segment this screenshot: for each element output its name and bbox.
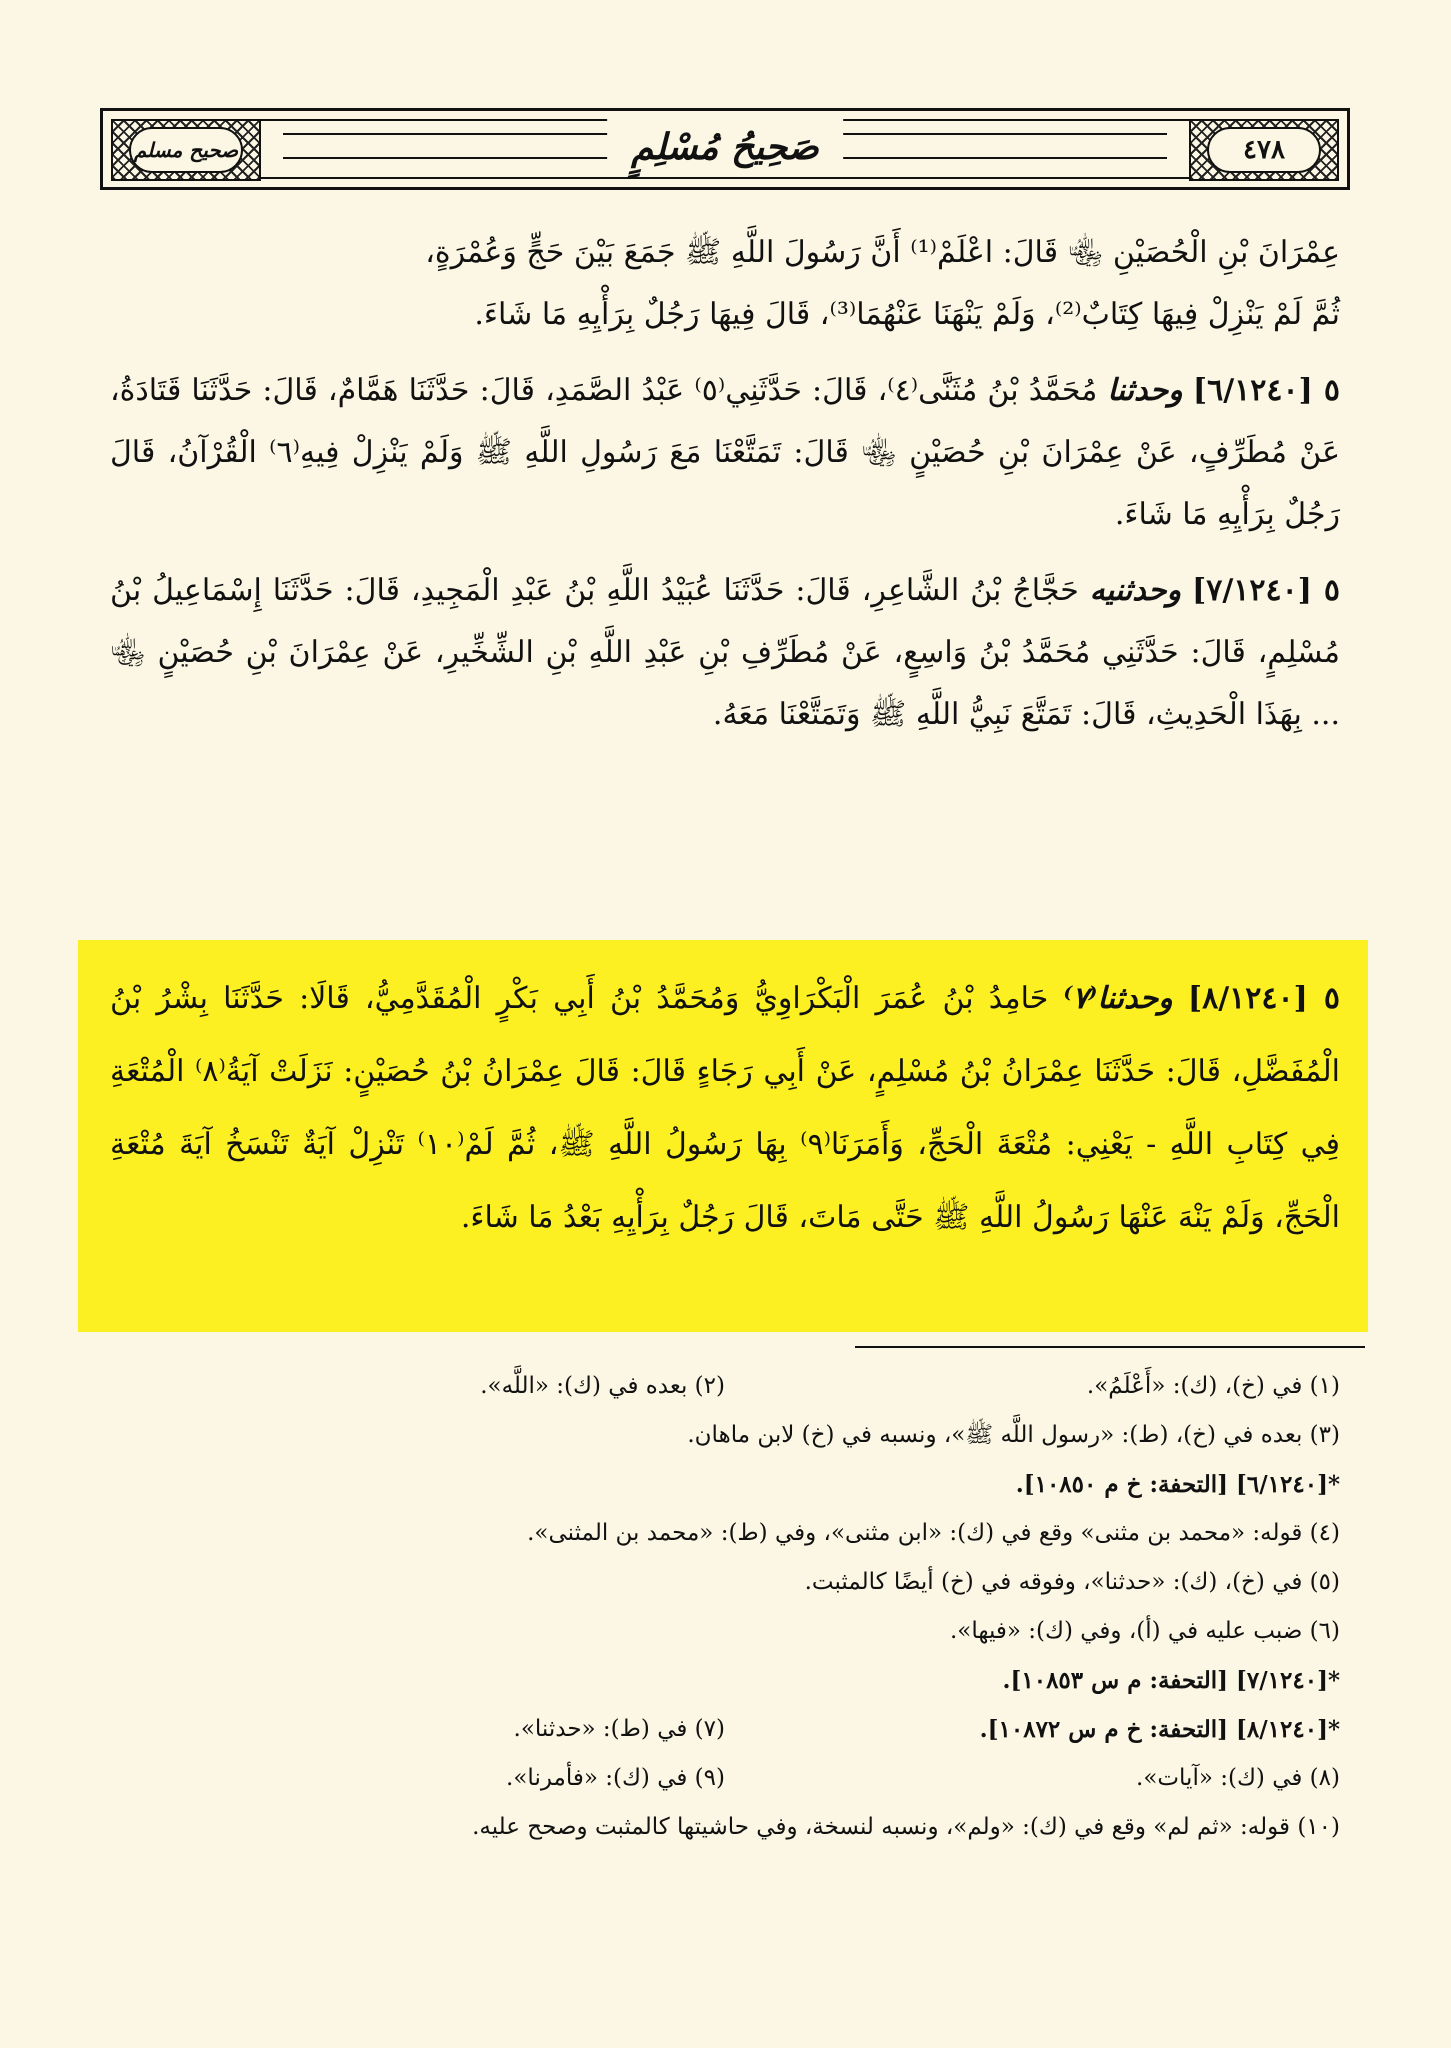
footnote-3: (٣) بعده في (خ)، (ط): «رسول اللَّه ﷺ»، ونسبه في (خ) لابن ماهان. [687,1422,1340,1448]
tuhfa-ref-8: *[٨/١٢٤٠] [التحفة: خ م س ١٠٨٧٢]. [979,1716,1340,1743]
book-logo: صحيح مسلم [129,127,243,173]
page-header [100,108,1350,190]
running-title: صَحِيحُ مُسْلِمٍ [607,117,843,177]
hadith-7 [110,560,1340,746]
hadith-8-number: ٥ [٨/١٢٤٠] [1187,981,1340,1016]
para1-line1: عِمْرَانَ بْنِ الْحُصَيْنِ ﵄ قَالَ: اعْلَمْ⁽¹⁾ أَنَّ رَسُولَ اللَّهِ ﷺ جَمَعَ بَيْنَ حَجٍّ وَعُمْرَةٍ، [425,235,1340,270]
footnote-6: (٦) ضبب عليه في (أ)، وفي (ك): «فيها». [949,1618,1340,1644]
hadith-7-text: حَجَّاجُ بْنُ الشَّاعِرِ، قَالَ: حَدَّثَنَا عُبَيْدُ اللَّهِ بْنُ عَبْدِ الْمَجِيدِ، قَالَ: حَدَّثَنَا إِسْمَاعِيلُ بْنُ مُسْلِمٍ، قَالَ: حَدَّثَنِي مُحَمَّدُ بْنُ وَاسِعٍ، عَنْ مُطَرِّفِ بْنِ عَبْدِ اللَّهِ بْنِ الشِّخِّيرِ، عَنْ عِمْرَانَ بْنِ حُصَيْنٍ ﵄ ... بِهَذَا الْحَدِيثِ، قَالَ: تَمَتَّعَ نَبِيُّ اللَّهِ ﷺ وَتَمَتَّعْنَا مَعَهُ. [110,573,1340,732]
hadith-7-narrator: وحدثنيه [1089,573,1182,608]
footnote-separator [855,1346,1365,1348]
hadith-6 [110,360,1340,546]
tuhfa-ref-7: *[٧/١٢٤٠] [التحفة: م س ١٠٨٥٣]. [1002,1667,1340,1694]
tuhfa-ref-6: *[٦/١٢٤٠] [التحفة: خ م ١٠٨٥٠]. [1015,1471,1340,1498]
footnote-2: (٢) بعده في (ك): «اللَّه». [480,1373,725,1399]
footnote-7: (٧) في (ط): «حدثنا». [513,1716,725,1742]
footnote-10: (١٠) قوله: «ثم لم» وقع في (ك): «ولم»، ونسبه لنسخة، وفي حاشيتها كالمثبت وصحح عليه. [472,1814,1340,1840]
footnote-4: (٤) قوله: «محمد بن مثنى» وقع في (ك): «ابن مثنى»، وفي (ط): «محمد بن المثنى». [527,1520,1340,1546]
hadith-8-text: حَامِدُ بْنُ عُمَرَ الْبَكْرَاوِيُّ وَمُحَمَّدُ بْنُ أَبِي بَكْرٍ الْمُقَدَّمِيُّ، قَالَا: حَدَّثَنَا بِشْرُ بْنُ الْمُفَضَّلِ، قَالَ: حَدَّثَنَا عِمْرَانُ بْنُ مُسْلِمٍ، عَنْ أَبِي رَجَاءٍ قَالَ: قَالَ عِمْرَانُ بْنُ حُصَيْنٍ: نَزَلَتْ آيَةُ⁽٨⁾ الْمُتْعَةِ فِي كِتَابِ اللَّهِ - يَعْنِي: مُتْعَةَ الْحَجِّ، وَأَمَرَنَا⁽٩⁾ بِهَا رَسُولُ اللَّهِ ﷺ، ثُمَّ لَمْ⁽١٠⁾ تَنْزِلْ آيَةٌ تَنْسَخُ آيَةَ مُتْعَةِ الْحَجِّ، وَلَمْ يَنْهَ عَنْهَا رَسُولُ اللَّهِ ﷺ حَتَّى مَاتَ، قَالَ رَجُلٌ بِرَأْيِهِ بَعْدُ مَا شَاءَ. [110,981,1340,1235]
hadith-6-text: مُحَمَّدُ بْنُ مُثَنَّى⁽٤⁾، قَالَ: حَدَّثَنِي⁽٥⁾ عَبْدُ الصَّمَدِ، قَالَ: حَدَّثَنَا هَمَّامٌ، قَالَ: حَدَّثَنَا قَتَادَةُ، عَنْ مُطَرِّفٍ، عَنْ عِمْرَانَ بْنِ حُصَيْنٍ ﵄ قَالَ: تَمَتَّعْنَا مَعَ رَسُولِ اللَّهِ ﷺ وَلَمْ يَنْزِلْ فِيهِ⁽٦⁾ الْقُرْآنُ، قَالَ رَجُلٌ بِرَأْيِهِ مَا شَاءَ. [110,373,1340,532]
footnote-5: (٥) في (خ)، (ك): «حدثنا»، وفوقه في (خ) أيضًا كالمثبت. [804,1569,1340,1595]
footnotes [110,1362,1340,1852]
footnote-9: (٩) في (ك): «فأمرنا». [506,1765,725,1791]
footnote-row [110,1705,1340,1754]
para1-line2: ثُمَّ لَمْ يَنْزِلْ فِيهَا كِتَابٌ⁽²⁾، وَلَمْ يَنْهَنَا عَنْهُمَا⁽³⁾، قَالَ فِيهَا رَجُلٌ بِرَأْيِهِ مَا شَاءَ. [474,297,1340,332]
hadith-8-narrator: وحدثنا⁽٧⁾ [1063,981,1173,1016]
page-number: ٤٧٨ [1207,127,1321,173]
hadith-7-number: ٥ [٧/١٢٤٠] [1192,573,1340,608]
page-number-ornament [1189,119,1339,181]
main-text [110,222,1340,760]
footnote-1: (١) في (خ)، (ك): «أَعْلَمُ». [1086,1373,1340,1399]
footnote-row [110,1362,1340,1411]
hadith-6-number: ٥ [٦/١٢٤٠] [1192,373,1340,408]
book-logo-ornament [111,119,261,181]
hadith-6-narrator: وحدثنا [1107,373,1183,408]
footnote-row [110,1754,1340,1803]
footnote-8: (٨) في (ك): «آيات». [1136,1765,1340,1791]
hadith-8 [110,962,1340,1254]
